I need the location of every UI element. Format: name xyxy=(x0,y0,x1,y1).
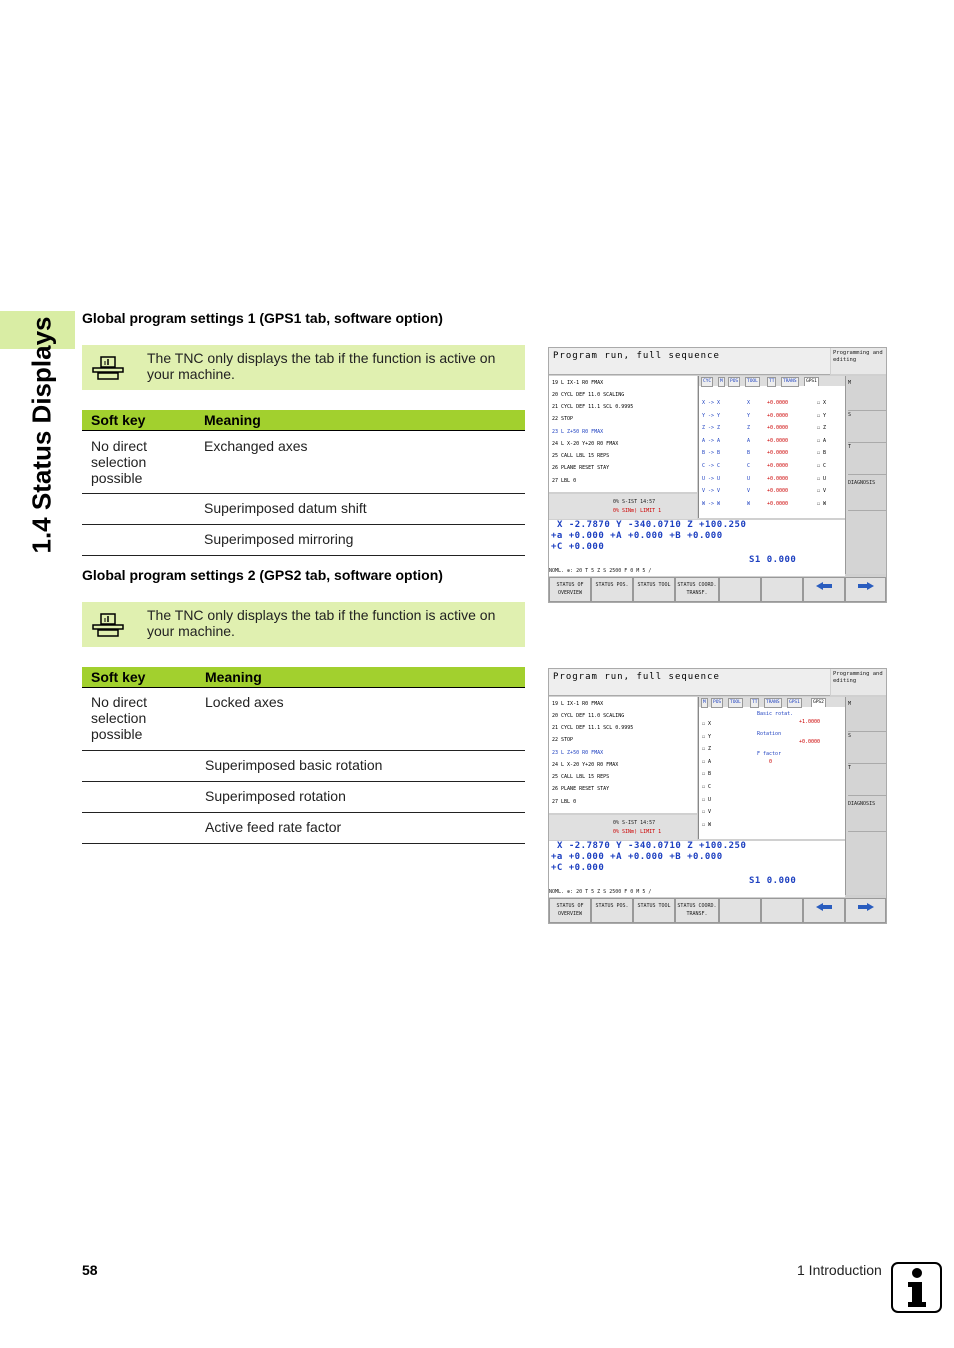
softkey-status-pos[interactable]: STATUS POS. xyxy=(591,898,633,923)
mirror-checkbox: ☐ W xyxy=(817,500,827,507)
col-meaning-header: Meaning xyxy=(205,669,262,685)
locked-axis-checkbox: ☐ A xyxy=(702,758,712,765)
datum-shift-axis: Y xyxy=(747,412,751,419)
page-forward-softkey[interactable] xyxy=(845,898,886,923)
softkey-status-tool[interactable]: STATUS TOOL xyxy=(633,577,675,602)
mirror-checkbox: ☐ V xyxy=(817,488,827,495)
mirror-checkbox: ☐ Z xyxy=(817,425,827,432)
locked-axis-checkbox: ☐ B xyxy=(702,771,712,778)
softkey-table-gps1 xyxy=(82,410,525,556)
chapter-label: 1 Introduction xyxy=(797,1262,882,1278)
info-icon xyxy=(891,1262,942,1313)
table-row: Superimposed mirroring xyxy=(82,525,525,556)
arrow-left-icon xyxy=(814,902,834,916)
softkey-status-tool[interactable]: STATUS TOOL xyxy=(633,898,675,923)
tnc-screenshot-gps2 xyxy=(548,668,887,924)
datum-shift-axis: B xyxy=(747,450,751,457)
exchanged-axis: B -> B xyxy=(702,450,721,457)
datum-shift-value: +0.0000 xyxy=(767,412,789,419)
status-tabs[interactable]: M POS TOOL TT TRANS GPS1 GPS2 xyxy=(699,697,845,707)
exchanged-axis: V -> V xyxy=(702,488,721,495)
screen-title-bar: Program run, full sequence xyxy=(549,669,830,696)
exchanged-axis: U -> U xyxy=(702,475,721,482)
col-softkey-header: Soft key xyxy=(91,412,146,428)
datum-shift-value: +0.0000 xyxy=(767,425,789,432)
machine-icon xyxy=(92,611,124,639)
mirror-checkbox: ☐ C xyxy=(817,463,827,469)
exchanged-axis: A -> A xyxy=(702,437,721,444)
datum-shift-axis: X xyxy=(747,400,751,406)
status-line: 0% S-IST 14:57 0% SINm) LIMIT 1 xyxy=(549,815,697,840)
datum-shift-axis: C xyxy=(747,463,751,469)
mirror-checkbox: ☐ B xyxy=(817,450,827,457)
table-row: Superimposed basic rotation xyxy=(82,751,525,782)
vertical-softkeys: M S T DIAGNOSIS xyxy=(845,697,887,895)
softkey-table-gps2 xyxy=(82,667,525,844)
datum-shift-value: +0.0000 xyxy=(767,450,789,457)
note-box xyxy=(82,345,525,390)
datum-shift-axis: Z xyxy=(747,425,751,432)
locked-axis-checkbox: ☐ W xyxy=(702,821,712,828)
locked-axis-checkbox: ☐ U xyxy=(702,796,712,803)
info-bar: NOML. ⊕: 20 T 5 Z S 2500 F 0 M 5 / xyxy=(549,889,845,897)
arrow-right-icon xyxy=(856,581,876,595)
table-header xyxy=(82,410,525,431)
datum-shift-value: +0.0000 xyxy=(767,437,789,444)
position-display: X -2.7870 Y -340.0710 Z +100.250 +a +0.000 +A +0.000 +B +0.000 +C +0.000 S1 0.000 xyxy=(549,841,845,889)
note-text: The TNC only displays the tab if the function is active on your machine. xyxy=(147,607,496,639)
table-header xyxy=(82,667,525,688)
page-forward-softkey[interactable] xyxy=(845,577,886,602)
softkey-status-overview[interactable]: STATUS OF OVERVIEW xyxy=(549,577,591,602)
datum-shift-value: +0.0000 xyxy=(767,500,789,507)
locked-axis-checkbox: ☐ X xyxy=(702,721,712,727)
locked-axis-checkbox: ☐ V xyxy=(702,809,712,816)
col-meaning-header: Meaning xyxy=(204,412,261,428)
table-row: No direct selection possible Exchanged axes xyxy=(82,431,525,494)
softkey-status-coord[interactable]: STATUS COORD. TRANSF. xyxy=(675,898,719,923)
mirror-checkbox: ☐ A xyxy=(817,437,827,444)
exchanged-axis: Y -> Y xyxy=(702,412,721,419)
table-row: Superimposed rotation xyxy=(82,782,525,813)
status-tabs[interactable]: CYC M POS TOOL TT TRANS GPS1 xyxy=(699,376,845,386)
arrow-right-icon xyxy=(856,902,876,916)
note-box xyxy=(82,602,525,647)
program-listing: 19 L IX-1 R0 FMAX 20 CYCL DEF 11.0 SCALING 21 CYCL DEF 11.1 SCL 0.9995 22 STOP 23 L Z+50 R0 FMAX 24 L X-20 Y+20 R0 FMAX 25 CALL LBL 15 REPS 26 PLANE RESET STAY 27 LBL 0 xyxy=(549,376,697,492)
datum-shift-value: +0.0000 xyxy=(767,488,789,495)
gps2-panel: M POS TOOL TT TRANS GPS1 GPS2 ☐ X ☐ Y ☐ Z ☐ A ☐ B ☐ C ☐ U ☐ V ☐ W Basic rotat. +1.0000 Rotation +0.0000 F factor 0 xyxy=(698,697,845,839)
datum-shift-axis: W xyxy=(747,500,751,507)
col-softkey-header: Soft key xyxy=(91,669,146,685)
table-row: Active feed rate factor xyxy=(82,813,525,844)
datum-shift-axis: V xyxy=(747,488,751,495)
softkey-status-pos[interactable]: STATUS POS. xyxy=(591,577,633,602)
position-display: X -2.7870 Y -340.0710 Z +100.250 +a +0.000 +A +0.000 +B +0.000 +C +0.000 S1 0.000 xyxy=(549,520,845,568)
exchanged-axis: X -> X xyxy=(702,400,721,406)
exchanged-axis: C -> C xyxy=(702,463,721,469)
mode-label: Programming and editing xyxy=(831,669,887,695)
datum-shift-value: +0.0000 xyxy=(767,463,789,469)
locked-axis-checkbox: ☐ C xyxy=(702,784,712,790)
softkey-status-overview[interactable]: STATUS OF OVERVIEW xyxy=(549,898,591,923)
page-back-softkey[interactable] xyxy=(803,577,845,602)
machine-icon xyxy=(92,354,124,382)
datum-shift-axis: A xyxy=(747,437,751,444)
chapter-title: 1.4 Status Displays xyxy=(26,316,57,554)
table-row: Superimposed datum shift xyxy=(82,494,525,525)
info-bar: NOML. ⊕: 20 T 5 Z S 2500 F 0 M 5 / xyxy=(549,568,845,576)
gps1-panel xyxy=(698,376,845,518)
softkey-empty[interactable] xyxy=(761,577,803,602)
datum-shift-value: +0.0000 xyxy=(767,475,789,482)
vertical-softkeys: M S T DIAGNOSIS xyxy=(845,376,887,574)
mirror-checkbox: ☐ X xyxy=(817,400,827,406)
status-line: 0% S-IST 14:57 0% SINm) LIMIT 1 xyxy=(549,494,697,519)
mode-label: Programming and editing xyxy=(831,348,887,374)
softkey-status-coord[interactable]: STATUS COORD. TRANSF. xyxy=(675,577,719,602)
mirror-checkbox: ☐ U xyxy=(817,475,827,482)
screen-title-bar: Program run, full sequence xyxy=(549,348,830,375)
section-heading-gps1: Global program settings 1 (GPS1 tab, software option) xyxy=(82,310,443,326)
note-text: The TNC only displays the tab if the function is active on your machine. xyxy=(147,350,496,382)
datum-shift-value: +0.0000 xyxy=(767,400,789,406)
arrow-left-icon xyxy=(814,581,834,595)
exchanged-axis: Z -> Z xyxy=(702,425,721,432)
locked-axis-checkbox: ☐ Z xyxy=(702,746,712,753)
section-heading-gps2: Global program settings 2 (GPS2 tab, software option) xyxy=(82,567,443,583)
datum-shift-axis: U xyxy=(747,475,751,482)
locked-axis-checkbox: ☐ Y xyxy=(702,733,712,740)
mirror-checkbox: ☐ Y xyxy=(817,412,827,419)
page-back-softkey[interactable] xyxy=(803,898,845,923)
program-listing: 19 L IX-1 R0 FMAX 20 CYCL DEF 11.0 SCALING 21 CYCL DEF 11.1 SCL 0.9995 22 STOP 23 L Z+50 R0 FMAX 24 L X-20 Y+20 R0 FMAX 25 CALL LBL 15 REPS 26 PLANE RESET STAY 27 LBL 0 xyxy=(549,697,697,813)
page-number: 58 xyxy=(82,1262,98,1278)
tnc-screenshot-gps1 xyxy=(548,347,887,603)
exchanged-axis: W -> W xyxy=(702,500,721,507)
softkey-empty[interactable] xyxy=(719,898,761,923)
table-row: No direct selection possible Locked axes xyxy=(82,688,525,751)
softkey-empty[interactable] xyxy=(719,577,761,602)
softkey-empty[interactable] xyxy=(761,898,803,923)
